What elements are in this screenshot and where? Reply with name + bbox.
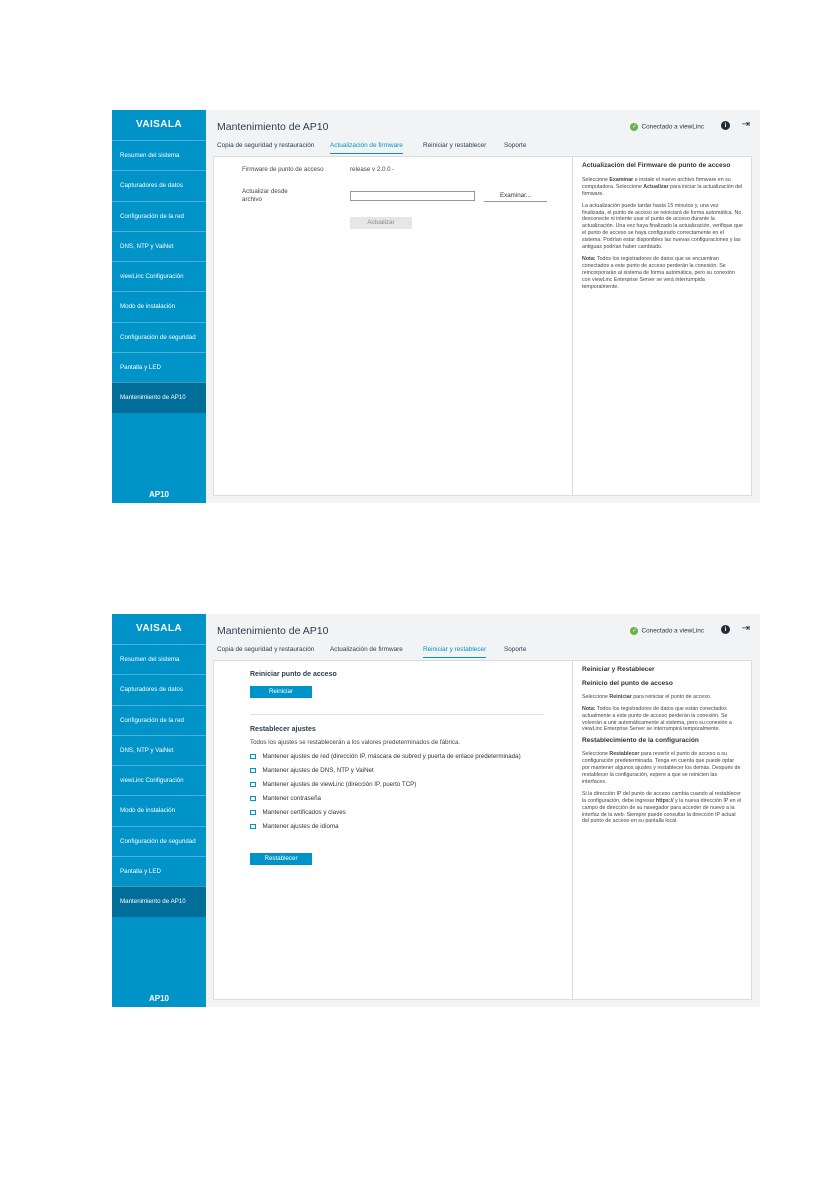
firmware-version: release v 2.0.0 -: [350, 166, 395, 173]
info-icon[interactable]: i: [721, 121, 730, 130]
help-paragraph-4: Si la dirección IP del punto de acceso cambia cuando al restablecer la configuración, debe ingresar https:// y la nueva dirección IP en el campo de dirección de su navegador para acceder de nuevo a la interfaz de la web. Siempre puede consultar la dirección IP actual del punto de acceso en su pantalla local.: [582, 790, 742, 825]
sidebar-item-network[interactable]: Configuración de la red: [112, 201, 206, 231]
help-paragraph-1: Seleccione Examinar e instale el nuevo archivo firmware en su computadora. Seleccione Actualizar para iniciar la actualización del firmware.: [582, 176, 743, 197]
browse-button[interactable]: Examinar...: [484, 191, 547, 202]
sidebar: [112, 614, 206, 1007]
section-divider: [250, 714, 544, 715]
keep-dns-ntp-checkbox[interactable]: Mantener ajustes de DNS, NTP y VaiNet: [250, 767, 374, 774]
firmware-update-screenshot: [112, 110, 760, 503]
vaisala-logo: VAISALA: [136, 623, 182, 634]
keep-certificates-checkbox[interactable]: Mantener certificados y claves: [250, 809, 346, 816]
sidebar-item-data-loggers[interactable]: Capturadores de datos: [112, 170, 206, 200]
device-name: AP10: [148, 994, 169, 1003]
logout-icon[interactable]: ⇥: [741, 623, 750, 634]
device-name: AP10: [148, 490, 169, 499]
content-panel: [213, 660, 752, 1000]
tab-backup-restore[interactable]: Copia de seguridad y restauración: [217, 646, 315, 653]
update-from-file-label-2: archivo: [242, 196, 262, 203]
sidebar-item-maintenance[interactable]: Mantenimiento de AP10: [112, 382, 206, 412]
sidebar-item-dns-ntp[interactable]: DNS, NTP y VaiNet: [112, 231, 206, 261]
info-icon[interactable]: i: [721, 625, 730, 634]
checkbox-box[interactable]: [250, 782, 256, 788]
restart-section-title: Reiniciar punto de acceso: [250, 671, 337, 678]
update-button[interactable]: Actualizar: [350, 217, 412, 229]
sidebar-item-security[interactable]: Configuración de seguridad: [112, 322, 206, 352]
page-title: Mantenimiento de AP10: [217, 625, 329, 637]
checkbox-box[interactable]: [250, 754, 256, 760]
sidebar-item-install-mode[interactable]: Modo de instalación: [112, 291, 206, 321]
keep-password-checkbox[interactable]: Mantener contraseña: [250, 795, 321, 802]
connection-status-label: Conectado a viewLinc: [641, 627, 704, 635]
keep-network-checkbox[interactable]: Mantener ajustes de red (dirección IP, máscara de subred y puerta de enlace predeterminada): [250, 753, 521, 760]
page-title: Mantenimiento de AP10: [217, 121, 329, 133]
help-panel: [572, 661, 751, 830]
check-circle-icon: ✓: [631, 628, 637, 634]
connection-status: [630, 627, 704, 635]
sidebar-item-dns-ntp[interactable]: DNS, NTP y VaiNet: [112, 735, 206, 765]
restart-button[interactable]: Reiniciar: [250, 686, 312, 698]
restart-reset-form: [214, 661, 573, 999]
keep-viewlinc-checkbox[interactable]: Mantener ajustes de viewLinc (dirección IP, puerto TCP): [250, 781, 416, 788]
content-panel: [213, 156, 752, 496]
tab-firmware-update[interactable]: Actualización de firmware: [330, 646, 403, 653]
check-circle-icon: ✓: [631, 124, 637, 130]
restart-reset-screenshot: [112, 614, 760, 1007]
sidebar-item-network[interactable]: Configuración de la red: [112, 705, 206, 735]
sidebar-item-system-summary[interactable]: Resumen del sistema: [112, 644, 206, 674]
checkbox-box[interactable]: [250, 796, 256, 802]
checkbox-box[interactable]: [250, 768, 256, 774]
sidebar-item-system-summary[interactable]: Resumen del sistema: [112, 140, 206, 170]
firmware-file-input[interactable]: [350, 191, 475, 201]
reset-description: Todos los ajustes se restablecerán a los valores predeterminados de fábrica.: [250, 739, 461, 746]
help-note: Nota: Todos los registradores de datos que se encuentran conectados a este punto de acceso perderán la conexión. Se reincorporarán al sistema de forma automática, pero su conexión con viewLinc Enterprise Server se verá interrumpida temporalmente.: [582, 255, 735, 290]
sidebar: [112, 110, 206, 503]
tab-bar: [206, 640, 760, 660]
help-paragraph-1: Seleccione Reiniciar para reiniciar el punto de acceso.: [582, 693, 712, 700]
tab-backup-restore[interactable]: Copia de seguridad y restauración: [217, 142, 315, 149]
sidebar-item-viewlinc[interactable]: viewLinc Configuración: [112, 261, 206, 291]
sidebar-item-maintenance[interactable]: Mantenimiento de AP10: [112, 886, 206, 916]
checkbox-box[interactable]: [250, 810, 256, 816]
checkbox-box[interactable]: [250, 824, 256, 830]
sidebar-item-display-led[interactable]: Pantalla y LED: [112, 856, 206, 886]
help-title: Actualización del Firmware de punto de acceso: [582, 162, 731, 169]
reset-section-title: Restablecer ajustes: [250, 726, 316, 733]
connection-status-label: Conectado a viewLinc: [641, 123, 704, 131]
sidebar-item-security[interactable]: Configuración de seguridad: [112, 826, 206, 856]
sidebar-item-data-loggers[interactable]: Capturadores de datos: [112, 674, 206, 704]
sidebar-item-display-led[interactable]: Pantalla y LED: [112, 352, 206, 382]
reset-button[interactable]: Restablecer: [250, 853, 312, 865]
help-note: Nota: Todos los registradores de datos que están conectados actualmente a este punto de acceso perderán la conexión. Se volverán a unir automáticamente al sistema, pero su conexión a viewLinc Enterprise Server se interrumpirá temporalmente.: [582, 705, 732, 733]
help-title: Reiniciar y Restablecer: [582, 666, 655, 673]
tab-support[interactable]: Soporte: [504, 646, 527, 653]
help-reset-heading: Restablecimiento de la configuración: [582, 737, 699, 745]
sidebar-item-install-mode[interactable]: Modo de instalación: [112, 795, 206, 825]
vaisala-logo: VAISALA: [136, 119, 182, 130]
tab-support[interactable]: Soporte: [504, 142, 527, 149]
help-paragraph-3: Seleccione Restablecer para revertir el punto de acceso a su configuración predeterminada. Tenga en cuenta que puede optar por mantener algunos ajustes y restablecer los demás. Después de restablecer la configuración, espere a que se reinicien las interfaces.: [582, 751, 741, 785]
tab-bar: [206, 136, 760, 156]
tab-firmware-update[interactable]: Actualización de firmware: [330, 142, 403, 154]
help-restart-heading: Reinicio del punto de acceso: [582, 679, 673, 687]
firmware-form: [214, 157, 573, 495]
help-panel: [572, 157, 751, 296]
connection-status: [630, 123, 704, 131]
sidebar-item-viewlinc[interactable]: viewLinc Configuración: [112, 765, 206, 795]
logout-icon[interactable]: ⇥: [741, 119, 750, 130]
tab-restart-reset[interactable]: Reiniciar y restablecer: [423, 142, 487, 149]
keep-language-checkbox[interactable]: Mantener ajustes de idioma: [250, 823, 339, 830]
firmware-label: Firmware de punto de acceso: [242, 166, 324, 173]
help-paragraph-2: La actualización puede tardar hasta 15 minutos y, una vez finalizada, el punto de acceso se reiniciará de forma automática. No desconecte ni intente usar el punto de acceso durante la actualización. Una vez haya finalizado la actualización, verifique que el punto de acceso se haya configurado correctamente en el sistema. Podrían estar disponibles las nuevas configuraciones y las antiguas podrían haber cambiado.: [582, 202, 743, 251]
update-from-file-label: Actualizar desde: [242, 188, 288, 195]
tab-restart-reset[interactable]: Reiniciar y restablecer: [423, 646, 486, 658]
